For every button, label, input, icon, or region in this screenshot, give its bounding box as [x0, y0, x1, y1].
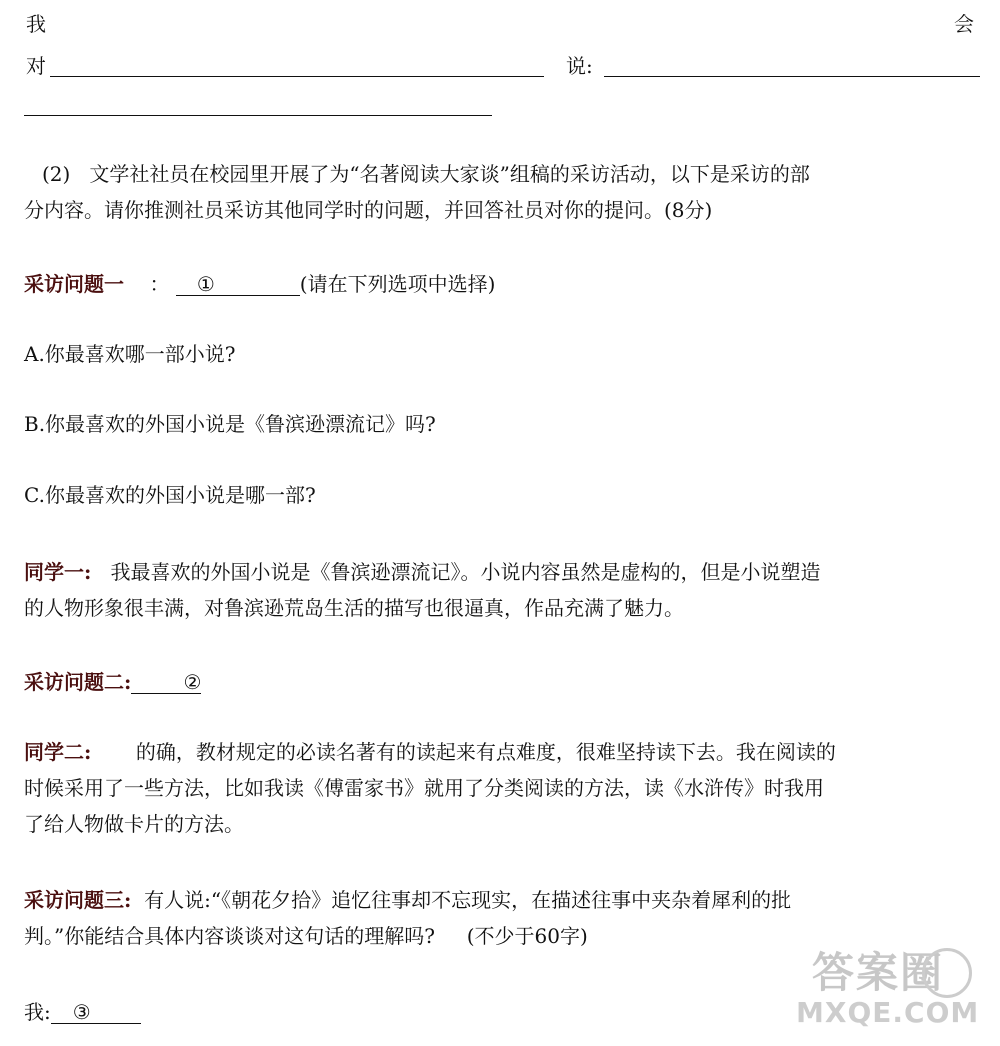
interview-1-label: 采访问题一 — [24, 272, 124, 296]
student-2-line-1: 同学二: 的确，教材规定的必读名著有的读起来有点难度，很难坚持读下去。我在阅读的 — [24, 740, 836, 764]
interview-1-row — [24, 266, 980, 302]
answer-blank-line-2[interactable] — [604, 76, 980, 77]
watermark-bottom: MXQE.COM — [796, 996, 980, 1029]
student-1-line-1: 同学一: 我最喜欢的外国小说是《鲁滨逊漂流记》。小说内容虽然是虚构的，但是小说塑造 — [24, 560, 821, 584]
interview-3-label: 采访问题三: — [24, 888, 132, 912]
student-2-line-2: 时候采用了一些方法，比如我读《傅雷家书》就用了分类阅读的方法，读《水浒传》时我用 — [24, 776, 824, 800]
option-b: B.你最喜欢的外国小说是《鲁滨逊漂流记》吗? — [24, 412, 436, 436]
answer-blank[interactable]: ③ — [51, 1001, 141, 1024]
top-left-char: 我 — [26, 12, 46, 36]
question-2-line-2: 分内容。请你推测社员采访其他同学时的问题，并回答社员对你的提问。(8分) — [24, 198, 713, 222]
interview-2-label: 采访问题二: — [24, 670, 132, 694]
answer-label: 我: — [24, 1000, 51, 1024]
answer-blank-line-1[interactable] — [50, 76, 544, 77]
question-2-block — [24, 156, 980, 228]
second-row-middle-label: 说: — [566, 54, 593, 78]
watermark-logo — [792, 940, 982, 1040]
watermark-badge-icon — [922, 948, 972, 998]
student-1-label: 同学一: — [24, 560, 92, 584]
interview-1-blank[interactable]: ① — [176, 273, 300, 296]
interview-3-line-2: 判。”你能结合具体内容谈谈对这句话的理解吗? (不少于60字) — [24, 924, 588, 948]
interview-2-row — [24, 664, 980, 700]
student-2-block — [24, 734, 980, 842]
answer-blank-line-3[interactable] — [24, 115, 492, 116]
student-1-line-2: 的人物形象很丰满，对鲁滨逊荒岛生活的描写也很逼真，作品充满了魅力。 — [24, 596, 684, 620]
interview-1-colon: ： — [149, 272, 170, 296]
watermark-top: 答案圈 — [812, 948, 945, 997]
interview-3-line-1: 采访问题三: 有人说:“《朝花夕拾》追忆往事却不忘现实，在描述往事中夹杂着犀利的批 — [24, 888, 792, 912]
question-2-line-1: (2) 文学社社员在校园里开展了为“名著阅读大家谈”组稿的采访活动，以下是采访的部 — [42, 162, 810, 186]
second-row-prefix: 对 — [26, 54, 46, 78]
interview-2-blank[interactable]: ② — [131, 671, 201, 694]
question-2-number: (2) — [42, 162, 71, 186]
student-2-label: 同学二: — [24, 740, 92, 764]
option-c: C.你最喜欢的外国小说是哪一部? — [24, 483, 316, 507]
interview-3-note: (不少于60字) — [466, 924, 588, 948]
interview-1-note: (请在下列选项中选择) — [299, 272, 496, 296]
student-1-block — [24, 554, 980, 626]
top-right-char: 会 — [954, 12, 974, 36]
student-2-line-3: 了给人物做卡片的方法。 — [24, 812, 244, 836]
option-a: A.你最喜欢哪一部小说? — [24, 342, 236, 366]
